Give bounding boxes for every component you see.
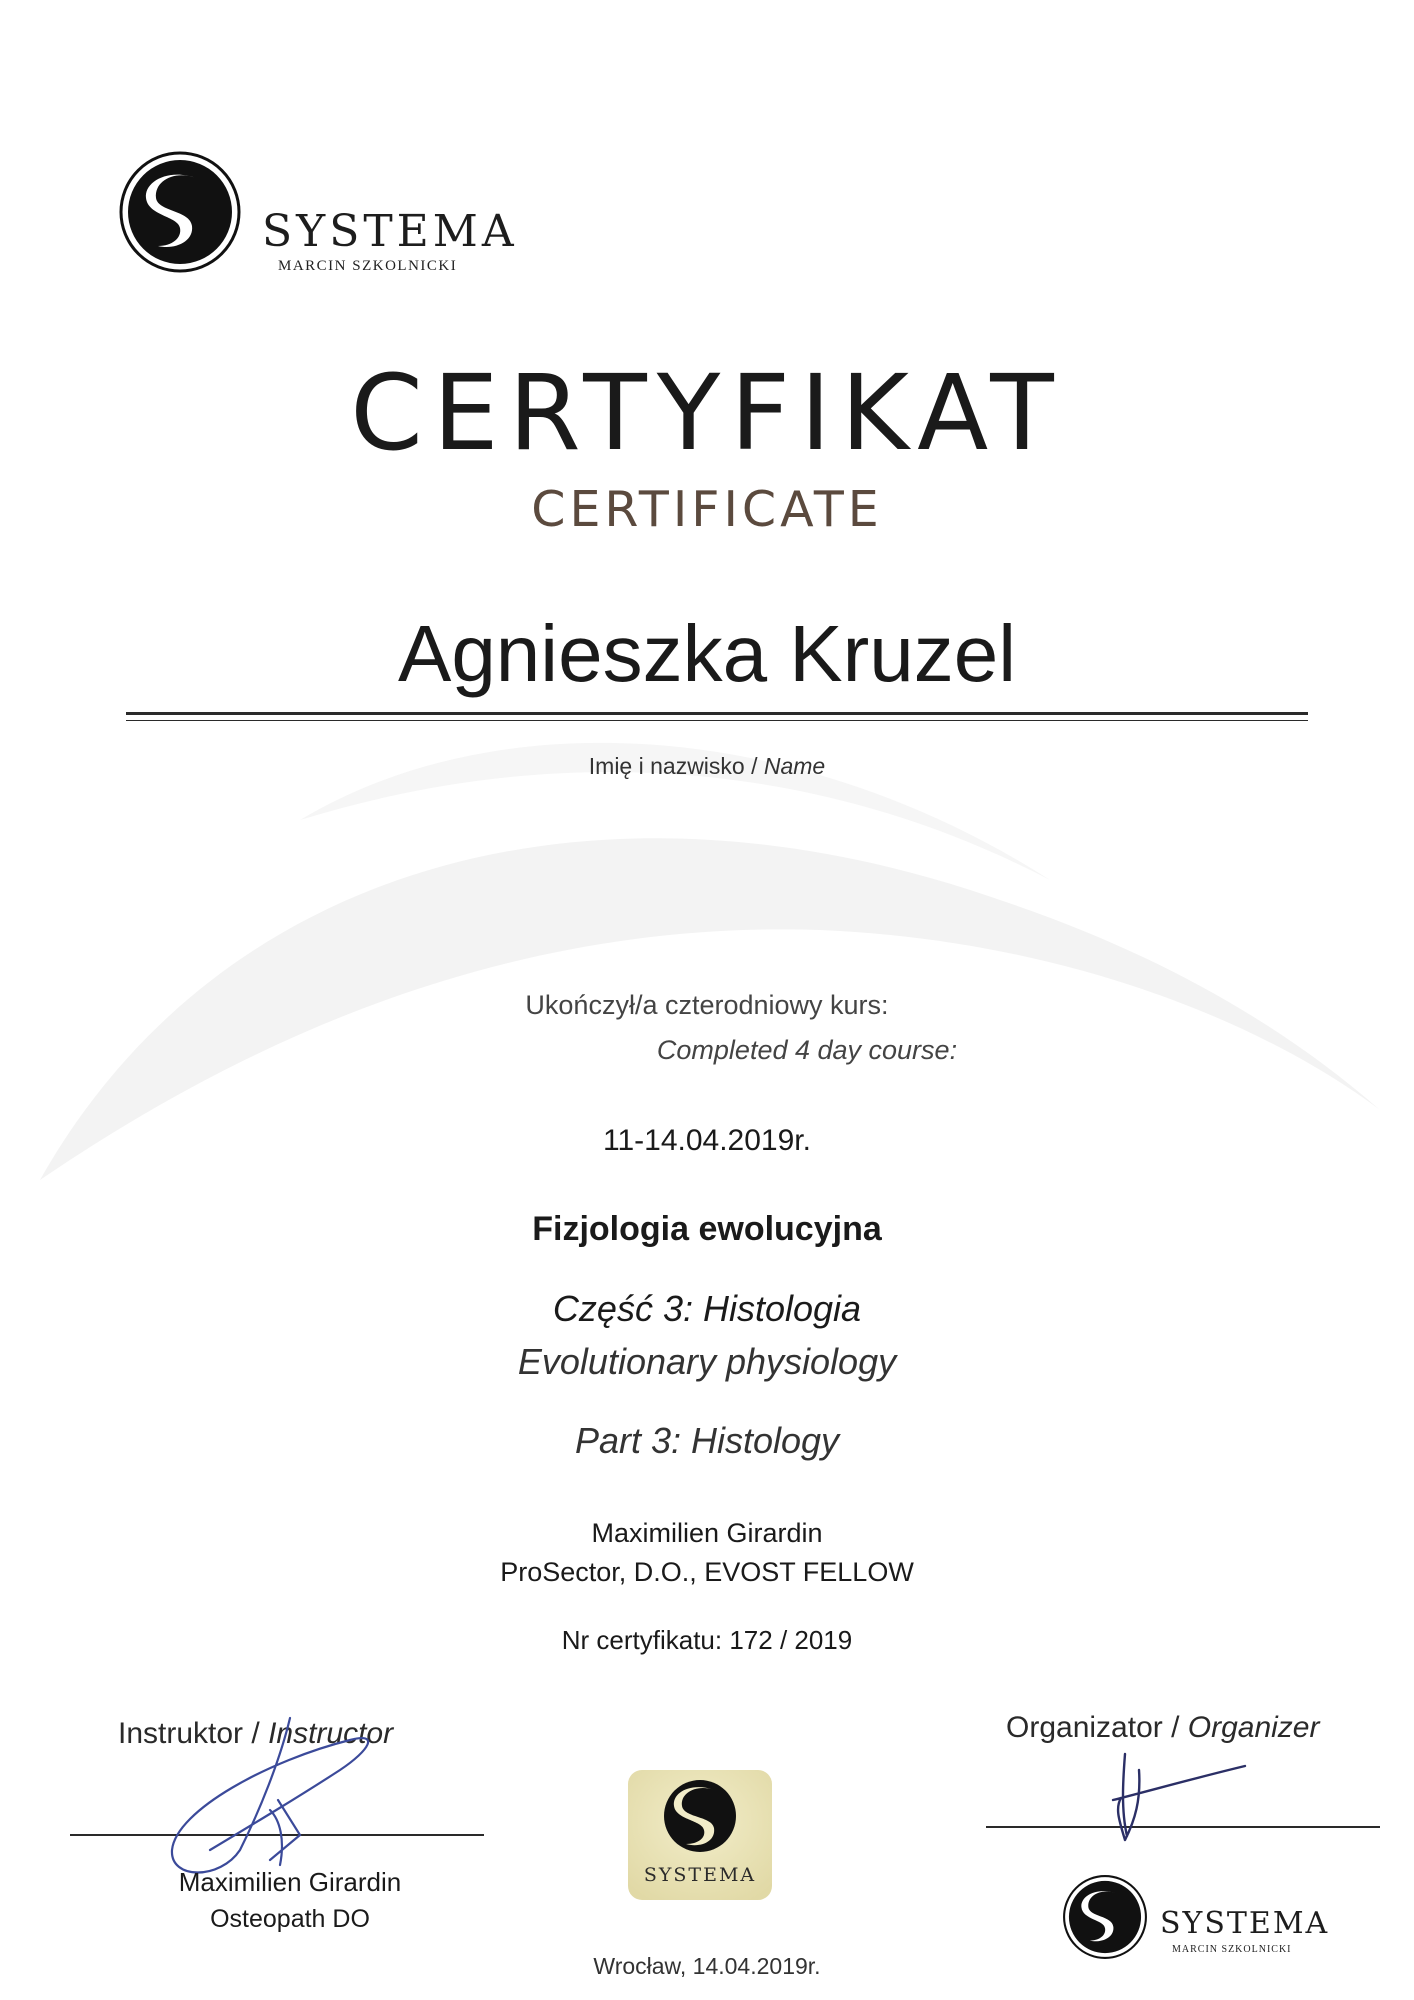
- instructor-signature-title: Osteopath DO: [210, 1905, 370, 1933]
- instructor-credentials: ProSector, D.O., EVOST FELLOW: [500, 1557, 914, 1587]
- logo-brand-text: SYSTEMA: [262, 206, 518, 257]
- name-caption-pl: Imię i nazwisko /: [588, 753, 758, 779]
- course-part-en: Part 3: Histology: [574, 1420, 840, 1461]
- seal-text: SYSTEMA: [643, 1864, 757, 1886]
- logo-subtitle-text: MARCIN SZKOLNICKI: [1172, 1944, 1292, 1955]
- instructor-name: Maximilien Girardin: [591, 1518, 823, 1548]
- systema-s-mark-icon: [1062, 1874, 1148, 1960]
- course-name-pl: Fizjologia ewolucyjna: [532, 1210, 882, 1248]
- course-name-en: Evolutionary physiology: [517, 1341, 897, 1382]
- instructor-label-en: Instructor: [268, 1717, 394, 1750]
- certificate-title: CERTYFIKAT: [350, 352, 1064, 474]
- course-part-pl: Część 3: Histologia: [552, 1288, 862, 1329]
- name-underline-thick: [126, 712, 1308, 715]
- instructor-label-pl: Instruktor /: [118, 1717, 260, 1750]
- completed-course-pl: Ukończył/a czterodniowy kurs:: [525, 990, 889, 1020]
- organizer-label-pl: Organizator /: [1006, 1711, 1180, 1744]
- organizer-label-en: Organizer: [1187, 1711, 1320, 1744]
- instructor-signature-name: Maximilien Girardin: [178, 1867, 402, 1897]
- certificate-number: Nr certyfikatu: 172 / 2019: [561, 1625, 853, 1655]
- name-caption-en: Name: [763, 753, 826, 779]
- logo-subtitle-text: MARCIN SZKOLNICKI: [278, 258, 458, 274]
- instructor-signature: [150, 1700, 410, 1890]
- organizer-signature: [1095, 1740, 1255, 1850]
- logo-brand-text: SYSTEMA: [1160, 1906, 1330, 1941]
- systema-logo: [118, 150, 518, 280]
- completed-course-en: Completed 4 day course:: [656, 1035, 958, 1065]
- name-caption: [0, 753, 1414, 780]
- course-date: 11-14.04.2019r.: [603, 1124, 811, 1157]
- certificate-subtitle: CERTIFICATE: [531, 481, 883, 538]
- name-underline-thin: [126, 720, 1308, 721]
- systema-seal-sticker: [626, 1768, 774, 1902]
- place-and-date: Wrocław, 14.04.2019r.: [593, 1953, 821, 1979]
- systema-s-mark-icon: [118, 150, 242, 274]
- recipient-name: Agnieszka Kruzel: [397, 609, 1017, 698]
